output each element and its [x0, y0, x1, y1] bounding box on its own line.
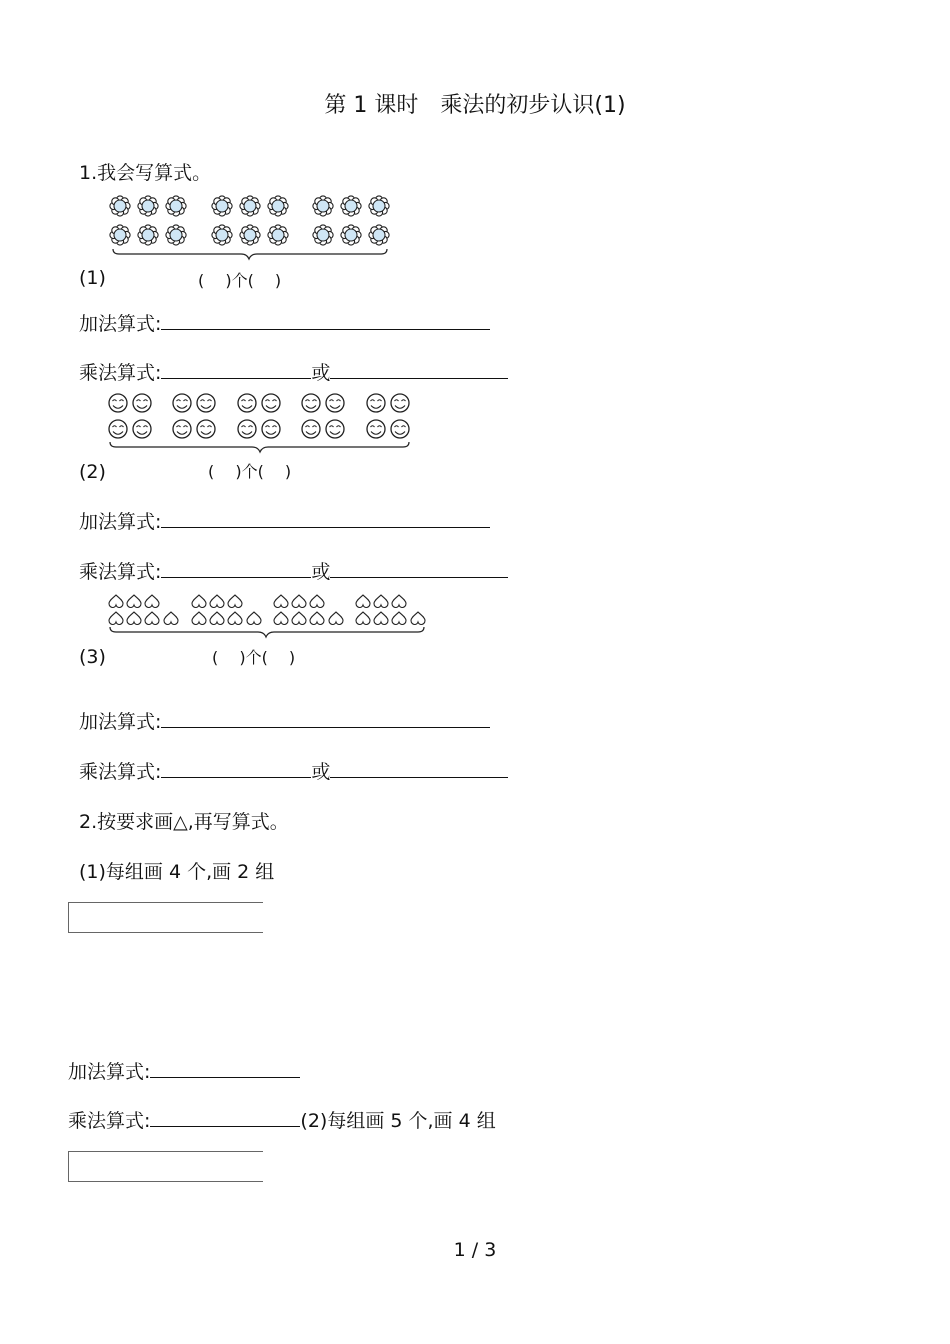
addition-label: 加法算式: [68, 1061, 151, 1083]
multiplication-label: 乘法算式: [79, 561, 162, 583]
multiplication-answer-blank-1[interactable] [161, 358, 311, 379]
addition-label: 加法算式: [79, 511, 162, 533]
addition-answer-blank[interactable] [161, 507, 490, 528]
or-text: 或 [311, 561, 331, 583]
part-3-addition-row [79, 707, 490, 734]
drawing-box-2[interactable] [68, 1151, 263, 1182]
smiley-group-5 [367, 394, 409, 438]
part-2-count: ( )个( ) [208, 462, 292, 481]
heart-group-1 [109, 595, 178, 625]
smiley-group-2 [173, 394, 215, 438]
part-3-count: ( )个( ) [212, 648, 296, 667]
addition-label: 加法算式: [79, 313, 162, 335]
page-title: 第 1 课时 乘法的初步认识(1) [324, 93, 626, 118]
flower-group-1 [110, 196, 186, 245]
smiley-group-4 [302, 394, 344, 438]
q2-addition-row [68, 1057, 300, 1084]
multiplication-answer-blank-2[interactable] [330, 557, 508, 578]
flower-group-3 [313, 196, 389, 245]
multiplication-label: 乘法算式: [79, 362, 162, 384]
smiley-group-1 [109, 394, 151, 438]
question-2-part-1: (1)每组画 4 个,画 2 组 [79, 861, 275, 883]
question-2-part-2: (2)每组画 5 个,画 4 组 [300, 1110, 496, 1132]
part-2-multiplication-row [79, 557, 508, 584]
heart-groups [105, 591, 435, 646]
question-2-heading: 2.按要求画△,再写算式。 [79, 811, 289, 833]
multiplication-answer-blank-1[interactable] [161, 557, 311, 578]
drawing-box-1[interactable] [68, 902, 263, 933]
addition-answer-blank[interactable] [161, 309, 490, 330]
part-2-addition-row [79, 507, 490, 534]
part-1-multiplication-row [79, 358, 508, 385]
smiley-groups [105, 392, 420, 457]
multiplication-answer-blank[interactable] [150, 1106, 300, 1127]
multiplication-answer-blank-2[interactable] [330, 757, 508, 778]
multiplication-answer-blank-2[interactable] [330, 358, 508, 379]
flower-group-2 [212, 196, 288, 245]
heart-group-3 [274, 595, 343, 625]
heart-group-2 [192, 595, 261, 625]
or-text: 或 [311, 362, 331, 384]
question-1-heading: 1.我会写算式。 [79, 162, 212, 184]
flower-groups [105, 190, 405, 262]
addition-answer-blank[interactable] [150, 1057, 300, 1078]
part-1-label: (1) [79, 267, 106, 289]
part-1-count: ( )个( ) [198, 271, 282, 290]
q2-multiplication-row [68, 1106, 496, 1133]
part-1-addition-row [79, 309, 490, 336]
curly-brace [110, 442, 409, 452]
addition-answer-blank[interactable] [161, 707, 490, 728]
smiley-group-3 [238, 394, 280, 438]
part-2-label: (2) [79, 461, 106, 483]
multiplication-label: 乘法算式: [79, 761, 162, 783]
curly-brace [110, 627, 424, 637]
addition-label: 加法算式: [79, 711, 162, 733]
multiplication-label: 乘法算式: [68, 1110, 151, 1132]
or-text: 或 [311, 761, 331, 783]
page-number: 1 / 3 [453, 1239, 497, 1261]
part-3-label: (3) [79, 646, 106, 668]
curly-brace [113, 249, 387, 259]
heart-group-4 [356, 595, 425, 625]
part-3-multiplication-row [79, 757, 508, 784]
multiplication-answer-blank-1[interactable] [161, 757, 311, 778]
